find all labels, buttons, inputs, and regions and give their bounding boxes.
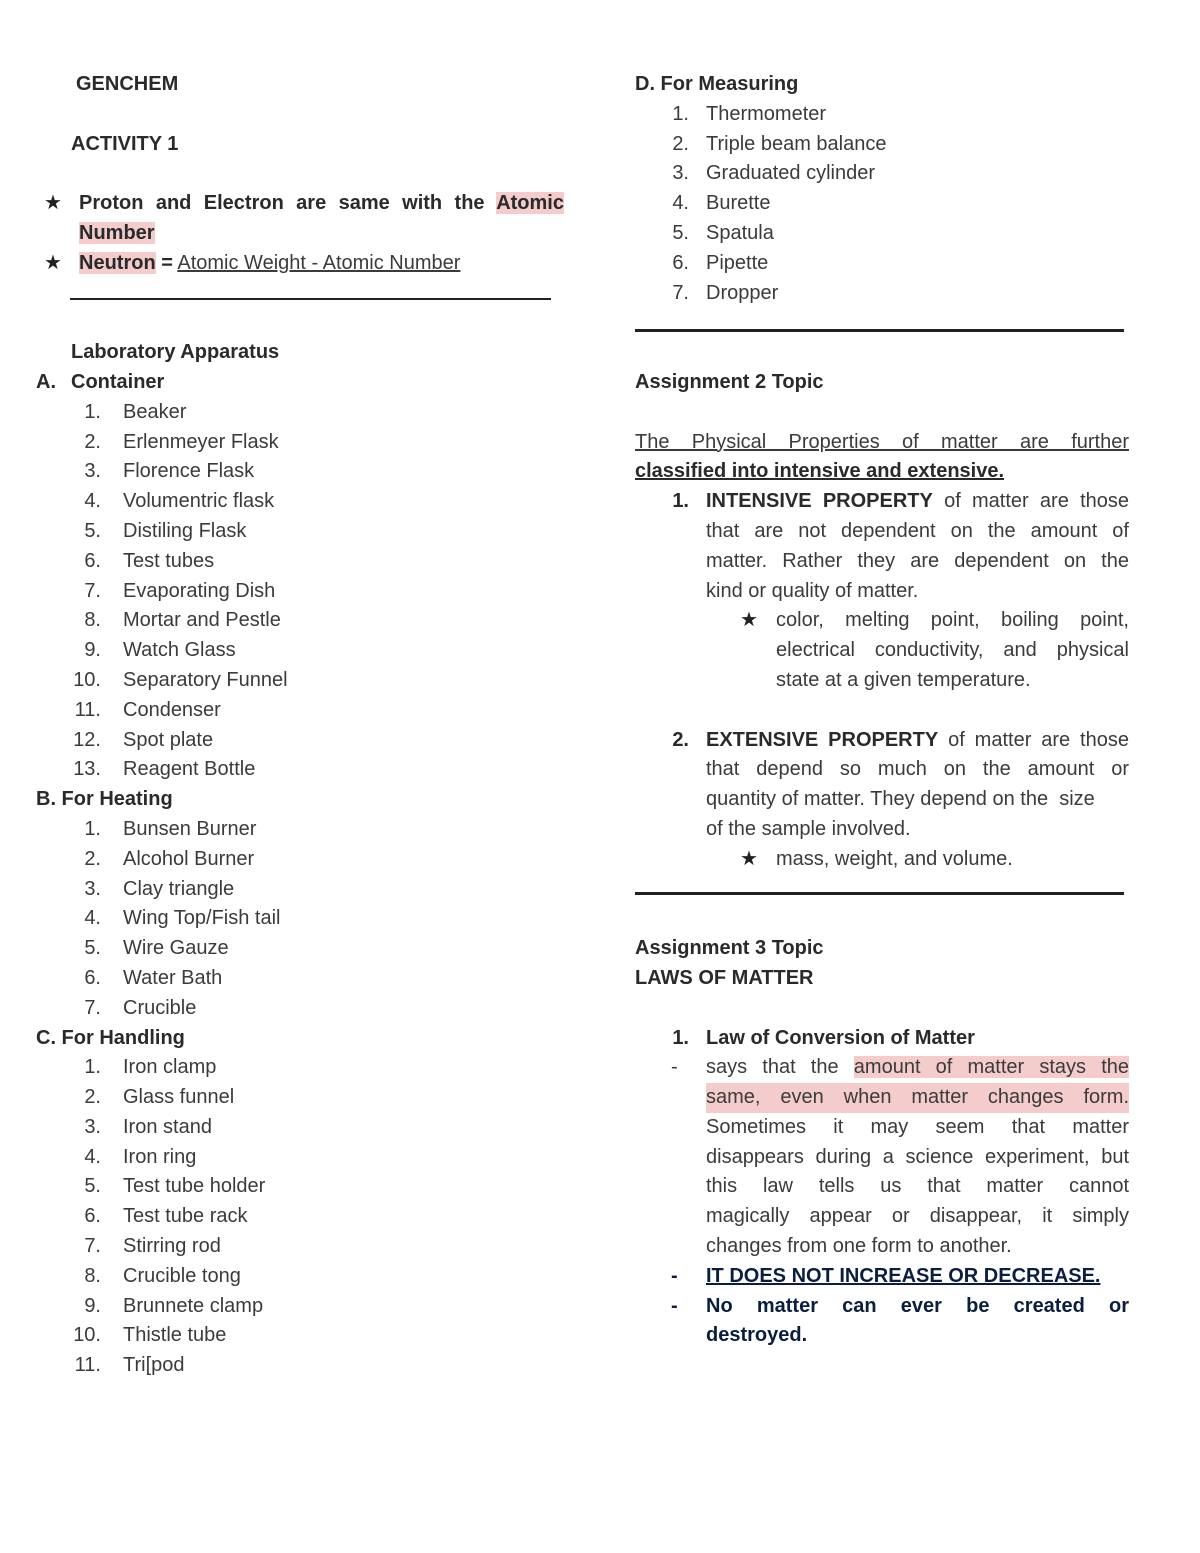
list-item — [635, 189, 1129, 219]
list-item — [36, 1202, 576, 1232]
activity-heading: ACTIVITY 1 — [71, 132, 179, 155]
section-b-heading: B. For Heating — [36, 788, 173, 811]
list-item — [635, 249, 1129, 279]
list-item — [36, 755, 576, 785]
intensive-examples: ★ color, melting point, boiling point, — [635, 606, 1129, 636]
list-number: 1. — [84, 400, 101, 423]
list-item-label: Volumentric flask — [123, 490, 275, 513]
list-item — [36, 457, 576, 487]
list-item-label: Watch Glass — [123, 639, 236, 662]
extensive-examples: ★ mass, weight, and volume. — [635, 845, 1129, 875]
doc-title: GENCHEM — [76, 73, 179, 95]
assignment-3-heading: Assignment 3 Topic — [635, 937, 824, 960]
list-number: 4. — [84, 1145, 101, 1168]
list-item — [36, 1113, 576, 1143]
list-item-label: Spot plate — [123, 728, 214, 751]
list-item-label: Crucible tong — [123, 1264, 241, 1287]
list-item — [36, 845, 576, 875]
list-number: 2. — [84, 430, 101, 453]
list-number: 7. — [84, 996, 101, 1019]
list-item-label: Thistle tube — [123, 1324, 227, 1347]
list-number: 9. — [84, 1294, 101, 1317]
a2-intro-1: The Physical Properties of matter are further — [635, 430, 1129, 453]
list-item — [36, 428, 576, 458]
list-item — [36, 964, 576, 994]
list-number: 9. — [84, 639, 101, 662]
list-number: 5. — [84, 937, 101, 960]
list-item-label: Reagent Bottle — [123, 758, 256, 781]
list-item-label: Tri[pod — [123, 1354, 185, 1377]
list-number: 7. — [84, 1235, 101, 1258]
list-number: 6. — [84, 966, 101, 989]
divider-right-1 — [635, 329, 1124, 332]
list-number: 6. — [84, 549, 101, 572]
list-number: 5. — [672, 221, 689, 244]
list-item — [36, 726, 576, 756]
list-item — [36, 547, 576, 577]
list-item-label: Thermometer — [706, 102, 827, 125]
list-number: 1. — [84, 817, 101, 840]
star-note-1-cont: Number — [79, 221, 155, 244]
list-item-label: Test tube holder — [123, 1175, 266, 1198]
left-column — [36, 70, 576, 1381]
list-number: 7. — [672, 281, 689, 304]
list-item — [635, 159, 1129, 189]
list-item — [36, 875, 576, 905]
list-number: 2. — [672, 132, 689, 155]
star-note-1: ★ Proton and Electron are same with the Atomic — [36, 189, 576, 219]
list-item-label: Stirring rod — [123, 1235, 221, 1258]
list-number: 7. — [84, 579, 101, 602]
list-number: 6. — [672, 251, 689, 274]
list-number: 1. — [84, 1056, 101, 1079]
list-item — [36, 815, 576, 845]
list-item-label: Beaker — [123, 400, 187, 423]
section-c-heading: C. For Handling — [36, 1026, 185, 1049]
list-number: 11. — [74, 698, 101, 721]
list-number: 10. — [73, 1324, 101, 1347]
list-item — [36, 1262, 576, 1292]
list-item-label: Separatory Funnel — [123, 668, 288, 691]
list-item-label: Iron stand — [123, 1115, 212, 1138]
list-item — [36, 1172, 576, 1202]
list-item-label: Wire Gauze — [123, 937, 229, 960]
list-item — [36, 487, 576, 517]
list-item — [36, 934, 576, 964]
star-icon: ★ — [740, 847, 758, 870]
list-number: 10. — [73, 668, 101, 691]
list-item-label: Erlenmeyer Flask — [123, 430, 279, 453]
list-number: 4. — [84, 490, 101, 513]
list-number: 3. — [672, 162, 689, 185]
list-item — [36, 666, 576, 696]
list-item — [36, 517, 576, 547]
list-item — [36, 994, 576, 1024]
list-item-label: Test tubes — [123, 549, 215, 572]
list-item — [36, 1083, 576, 1113]
extensive-item: 2. EXTENSIVE PROPERTY of matter are those — [672, 728, 1129, 751]
list-item-label: Mortar and Pestle — [123, 609, 281, 632]
list-item-label: Spatula — [706, 221, 774, 244]
section-a-heading: A. Container — [36, 370, 165, 393]
list-number: 4. — [672, 192, 689, 215]
list-number: 8. — [84, 1264, 101, 1287]
list-number: 3. — [84, 1115, 101, 1138]
star-icon: ★ — [740, 609, 758, 632]
list-item-label: Clay triangle — [123, 877, 235, 900]
divider-right-2 — [635, 892, 1124, 895]
list-item-label: Glass funnel — [123, 1086, 235, 1109]
handling-list — [36, 1053, 576, 1381]
list-item — [36, 577, 576, 607]
star-note-2: ★ Neutron = Atomic Weight - Atomic Number — [36, 249, 576, 279]
list-item — [635, 100, 1129, 130]
list-item — [36, 1143, 576, 1173]
lab-apparatus-heading: Laboratory Apparatus — [71, 341, 280, 364]
laws-of-matter-heading: LAWS OF MATTER — [635, 966, 814, 989]
list-item-label: Alcohol Burner — [123, 847, 255, 870]
assignment-2-heading: Assignment 2 Topic — [635, 370, 824, 393]
list-item — [635, 219, 1129, 249]
list-number: 3. — [84, 460, 101, 483]
list-number: 13. — [73, 758, 101, 781]
law-final: - No matter can ever be created or — [671, 1294, 1129, 1317]
list-number: 6. — [84, 1205, 101, 1228]
list-item-label: Florence Flask — [123, 460, 255, 483]
list-item-label: Iron ring — [123, 1145, 197, 1168]
list-number: 2. — [84, 1086, 101, 1109]
heating-list — [36, 815, 576, 1024]
divider-left — [70, 298, 551, 300]
list-item-label: Triple beam balance — [706, 132, 887, 155]
container-list — [36, 398, 576, 785]
list-item — [36, 1292, 576, 1322]
list-number: 11. — [74, 1354, 101, 1377]
list-item — [36, 398, 576, 428]
list-item — [36, 636, 576, 666]
list-item — [36, 1053, 576, 1083]
list-number: 5. — [84, 519, 101, 542]
list-item-label: Dropper — [706, 281, 779, 304]
list-item — [36, 1321, 576, 1351]
list-number: 5. — [84, 1175, 101, 1198]
star-icon: ★ — [44, 192, 62, 215]
list-item — [36, 696, 576, 726]
list-number: 2. — [84, 847, 101, 870]
list-item-label: Condenser — [123, 698, 221, 721]
list-item-label: Crucible — [123, 996, 197, 1019]
law-caps: - IT DOES NOT INCREASE OR DECREASE. — [671, 1264, 1101, 1287]
a2-intro-2: classified into intensive and extensive. — [635, 460, 1005, 483]
list-item-label: Test tube rack — [123, 1205, 248, 1228]
list-item — [36, 1232, 576, 1262]
list-item-label: Wing Top/Fish tail — [123, 907, 281, 930]
section-d-heading: D. For Measuring — [635, 73, 799, 95]
right-column: D. For Measuring 1. Thermometer 2. Triple beam balance 3. Graduated cylinder 4. Burette 5. Spatula 6. Pipette 7. Dropper Assignment 2 Topic The Physical Properties of matter are further classified into intensive and extensive. 1. INTENSIVE PROPERTY of matter are those that are not dependent on the amount of matter. Rather they are dependent on the kind or quality of matter. ★ color, melting point, boiling point, electrical conductivity, and physical state at a given temperature. 2. EXTENSIVE PROPERTY of matter are those that depend so much on the amount or quantity of matter. They depend on the size of the sample involved. ★ mass, weight, and volume. Assignment 3 Topic LAWS OF MATTER 1. Law of Conversion of Matter - says that the amount of matter stays the same, even when matter changes form. Sometimes it may seem that matter disappears during a science experiment, but this law tells us that matter cannot magically appear or disappear, it simply changes from one form to another. - IT DOES NOT INCREASE OR DECREASE. - No matter can ever be created or destroyed. — [635, 70, 1129, 1351]
intensive-item: 1. INTENSIVE PROPERTY of matter are those — [672, 490, 1129, 513]
list-number: 8. — [84, 609, 101, 632]
list-item — [36, 606, 576, 636]
list-item-label: Water Bath — [123, 966, 223, 989]
list-item-label: Graduated cylinder — [706, 162, 875, 185]
list-number: 12. — [73, 728, 101, 751]
list-item-label: Pipette — [706, 251, 769, 274]
list-item-label: Iron clamp — [123, 1056, 217, 1079]
list-number: 1. — [672, 102, 689, 125]
star-icon: ★ — [44, 251, 62, 274]
list-item-label: Evaporating Dish — [123, 579, 276, 602]
measuring-list — [635, 100, 1129, 309]
law-item: 1. Law of Conversion of Matter — [672, 1026, 975, 1049]
list-item-label: Burette — [706, 192, 771, 215]
list-item-label: Distiling Flask — [123, 519, 247, 542]
list-item — [36, 1351, 576, 1381]
list-item-label: Brunnete clamp — [123, 1294, 264, 1317]
list-item — [635, 279, 1129, 309]
list-number: 3. — [84, 877, 101, 900]
list-item — [635, 130, 1129, 160]
list-item-label: Bunsen Burner — [123, 817, 257, 840]
list-item — [36, 904, 576, 934]
list-number: 4. — [84, 907, 101, 930]
law-desc: - says that the amount of matter stays the — [671, 1056, 1130, 1079]
